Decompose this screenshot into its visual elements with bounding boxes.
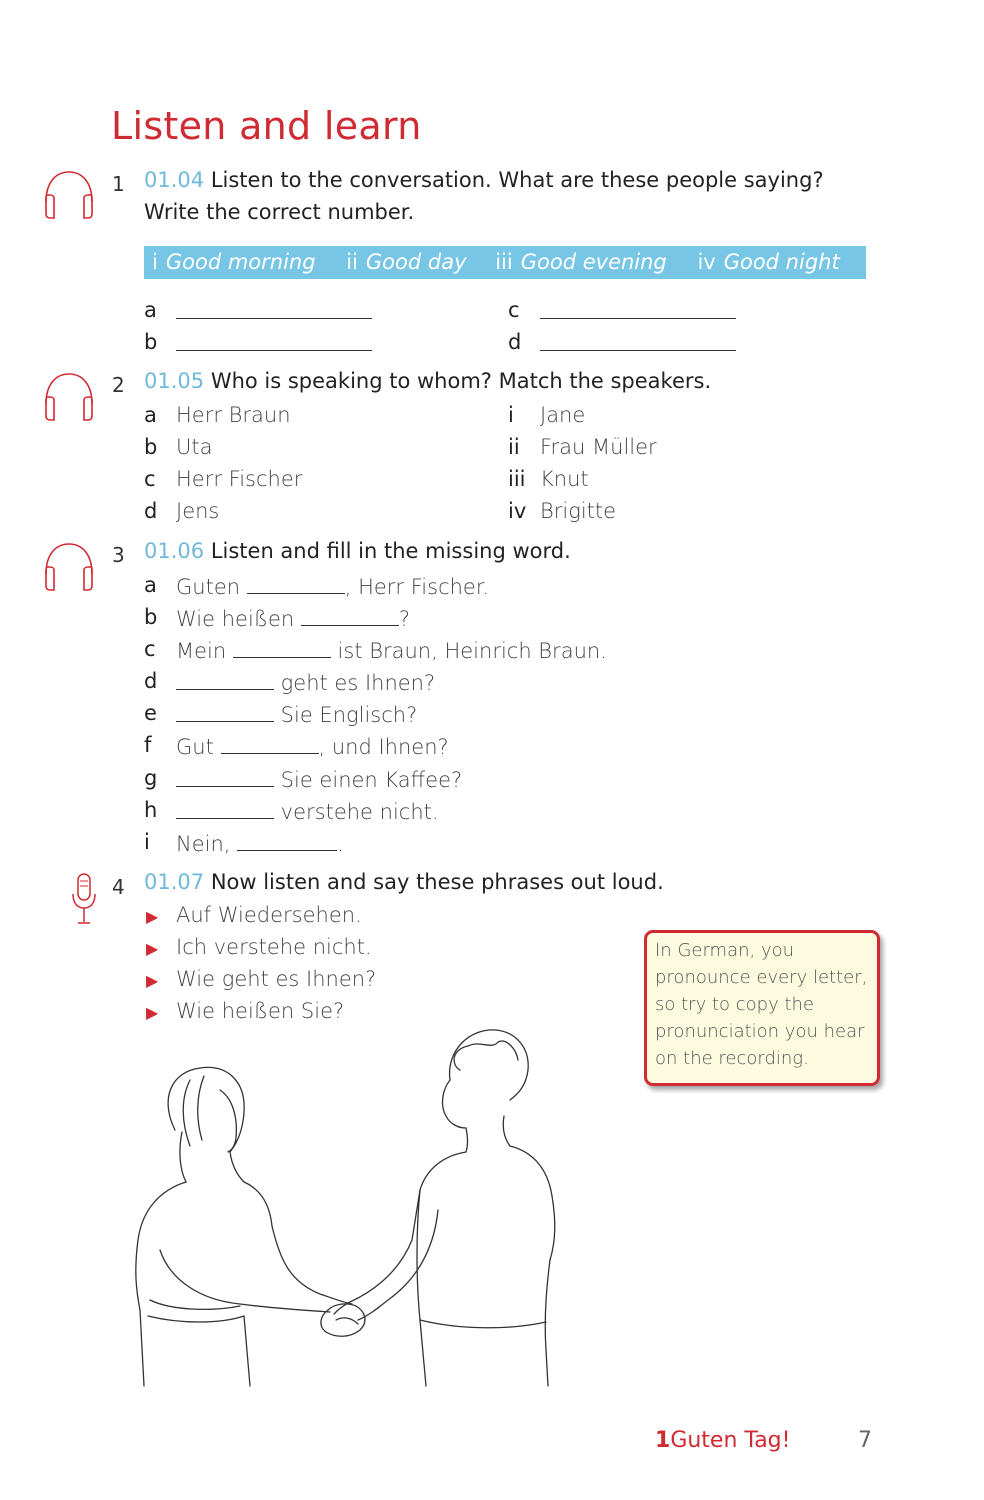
- exercise-4-header: [144, 870, 664, 894]
- answer-label: a: [144, 298, 157, 322]
- item-label: d: [144, 669, 158, 693]
- fill-sentence: [176, 798, 439, 824]
- sentence-end: geht es Ihnen?: [274, 671, 436, 695]
- option-text: Good night: [723, 250, 840, 274]
- fill-sentence: [176, 573, 489, 599]
- sentence-start: Nein,: [176, 832, 231, 856]
- answer-label: d: [508, 330, 522, 354]
- sentence-start: Wie heißen: [176, 607, 295, 631]
- speaker-name: Brigitte: [540, 499, 617, 523]
- sentence-end: ?: [398, 607, 411, 631]
- fill-blank[interactable]: [247, 573, 345, 594]
- sentence-start: Gut: [176, 735, 214, 759]
- item-label: a: [144, 403, 157, 427]
- answer-blank[interactable]: [540, 298, 736, 319]
- fill-blank[interactable]: [176, 669, 274, 690]
- phrase: Auf Wiedersehen.: [176, 903, 362, 927]
- item-label: i: [508, 403, 514, 427]
- speaker-name: Herr Fischer: [176, 467, 303, 491]
- fill-sentence: [176, 605, 410, 631]
- sentence-start: Guten: [176, 575, 241, 599]
- item-label: iii: [508, 467, 526, 491]
- exercise-number: 1: [112, 172, 125, 196]
- item-label: h: [144, 798, 158, 822]
- fill-sentence: [176, 733, 449, 759]
- fill-blank[interactable]: [176, 701, 274, 722]
- item-label: f: [144, 733, 152, 757]
- tip-line: pronunciation you hear: [655, 1021, 865, 1042]
- sentence-start: Mein: [176, 639, 227, 663]
- track-number: 01.07: [144, 870, 205, 894]
- sentence-end: , und Ihnen?: [318, 735, 449, 759]
- sentence-end: .: [337, 832, 344, 856]
- answer-blank[interactable]: [176, 330, 372, 351]
- answer-blank[interactable]: [176, 298, 372, 319]
- sentence-end: Sie Englisch?: [274, 703, 418, 727]
- bullet-triangle-icon: ▶: [146, 939, 159, 958]
- phrase: Ich verstehe nicht.: [176, 935, 372, 959]
- option-text: Good evening: [520, 250, 667, 274]
- tip-line: on the recording.: [655, 1048, 809, 1069]
- item-label: i: [144, 830, 150, 854]
- track-number: 01.06: [144, 539, 205, 563]
- sentence-end: Sie einen Kaffee?: [274, 768, 463, 792]
- item-label: g: [144, 766, 158, 790]
- sentence-end: , Herr Fischer.: [344, 575, 490, 599]
- microphone-icon: [70, 872, 98, 928]
- fill-sentence: [176, 830, 344, 856]
- speaker-name: Herr Braun: [176, 403, 291, 427]
- item-label: b: [144, 435, 158, 459]
- fill-sentence: [176, 637, 607, 663]
- track-number: 01.04: [144, 168, 205, 192]
- fill-blank[interactable]: [221, 733, 319, 754]
- option-text: Good day: [365, 250, 467, 274]
- speaker-name: Frau Müller: [540, 435, 657, 459]
- headphones-icon: [40, 168, 98, 220]
- exercise-1-header: [144, 168, 824, 192]
- phrase: Wie heißen Sie?: [176, 999, 345, 1023]
- answer-label: c: [508, 298, 520, 322]
- tip-line: so try to copy the: [655, 994, 814, 1015]
- fill-sentence: [176, 701, 417, 727]
- item-label: b: [144, 605, 158, 629]
- item-label: e: [144, 701, 157, 725]
- exercise-number: 4: [112, 875, 125, 899]
- item-label: ii: [508, 435, 520, 459]
- track-number: 01.05: [144, 369, 205, 393]
- instruction: Now listen and say these phrases out loud.: [210, 870, 664, 894]
- option-text: Good morning: [165, 250, 316, 274]
- footer-chapter: [655, 1428, 790, 1453]
- instruction: Listen to the conversation. What are these people saying?: [210, 168, 824, 192]
- exercise-2-header: [144, 369, 711, 393]
- bullet-triangle-icon: ▶: [146, 907, 159, 926]
- headphones-icon: [40, 370, 98, 422]
- tip-box: [644, 930, 880, 1086]
- speaker-name: Knut: [540, 467, 589, 491]
- option-num: iii: [495, 250, 513, 274]
- fill-blank[interactable]: [176, 798, 274, 819]
- headphones-icon: [40, 540, 98, 592]
- speaker-name: Jane: [540, 403, 586, 427]
- chapter-title: Guten Tag!: [670, 1428, 791, 1453]
- page-number: 7: [858, 1428, 872, 1453]
- fill-blank[interactable]: [301, 605, 399, 626]
- chapter-number: 1: [655, 1428, 671, 1453]
- option-num: i: [152, 250, 158, 274]
- tip-line: In German, you: [655, 940, 795, 961]
- instruction: Listen and fill in the missing word.: [210, 539, 571, 563]
- exercise-number: 2: [112, 373, 125, 397]
- bullet-triangle-icon: ▶: [146, 1003, 159, 1022]
- item-label: iv: [508, 499, 527, 523]
- options-bar: [144, 246, 866, 279]
- option-num: ii: [346, 250, 358, 274]
- exercise-3-header: [144, 539, 571, 563]
- phrase: Wie geht es Ihnen?: [176, 967, 377, 991]
- fill-sentence: [176, 669, 435, 695]
- page-title: Listen and learn: [111, 104, 422, 148]
- fill-blank[interactable]: [233, 637, 331, 658]
- fill-blank[interactable]: [237, 830, 337, 851]
- item-label: c: [144, 467, 156, 491]
- handshake-illustration: [120, 1020, 570, 1390]
- sentence-end: verstehe nicht.: [274, 800, 439, 824]
- instruction: Who is speaking to whom? Match the speakers.: [210, 369, 712, 393]
- item-label: a: [144, 573, 157, 597]
- option-num: iv: [697, 250, 716, 274]
- item-label: c: [144, 637, 156, 661]
- bullet-triangle-icon: ▶: [146, 971, 159, 990]
- instruction-line-2: Write the correct number.: [144, 200, 415, 224]
- answer-label: b: [144, 330, 158, 354]
- fill-blank[interactable]: [176, 766, 274, 787]
- speaker-name: Jens: [176, 499, 220, 523]
- exercise-number: 3: [112, 543, 125, 567]
- fill-sentence: [176, 766, 462, 792]
- sentence-end: ist Braun, Heinrich Braun.: [330, 639, 607, 663]
- tip-line: pronounce every letter,: [655, 967, 868, 988]
- speaker-name: Uta: [176, 435, 213, 459]
- item-label: d: [144, 499, 158, 523]
- answer-blank[interactable]: [540, 330, 736, 351]
